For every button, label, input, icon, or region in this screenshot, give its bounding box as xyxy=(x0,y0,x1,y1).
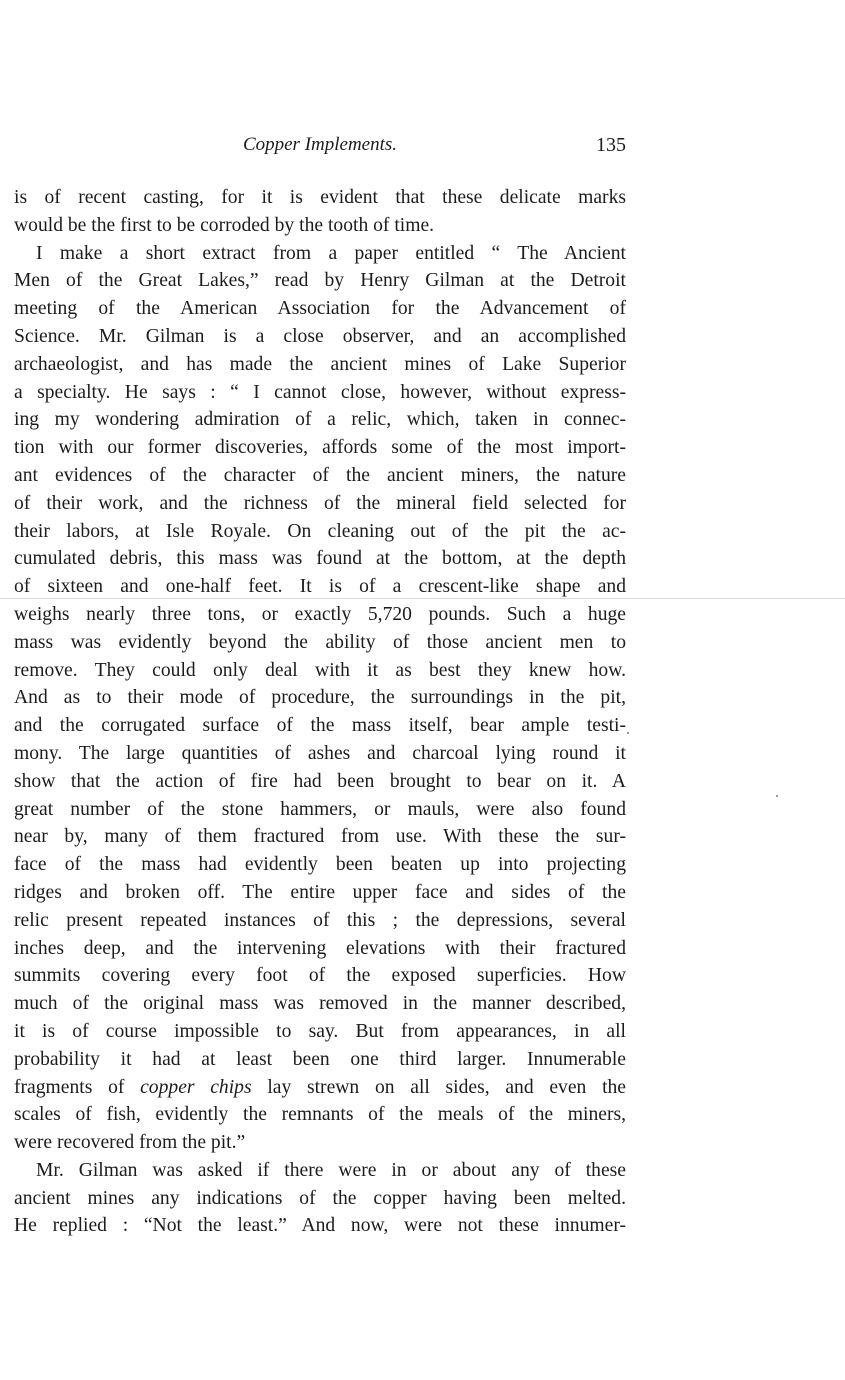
text-line: much of the original mass was removed in the manner described, xyxy=(14,993,626,1015)
text-line: mass was evidently beyond the ability of those ancient men to xyxy=(14,631,626,653)
text-line: and the corrugated surface of the mass itself, bear ample testi- xyxy=(14,715,626,737)
scan-speck xyxy=(627,732,629,734)
text-line: remove. They could only deal with it as best they knew how. xyxy=(14,659,626,681)
text-line: fragments of copper chips lay strewn on all sides, and even the xyxy=(14,1076,627,1098)
text-line: He replied : “Not the least.” And now, were not these innumer- xyxy=(14,1215,626,1237)
text-line: And as to their mode of procedure, the surroundings in the pit, xyxy=(14,687,626,709)
text-line: ant evidences of the character of the ancient miners, the nature xyxy=(14,464,626,486)
text-line: would be the first to be corroded by the tooth of time. xyxy=(14,214,435,236)
text-line: meeting of the American Association for the Advancement of xyxy=(14,298,626,320)
text-line: cumulated debris, this mass was found at the bottom, at the depth xyxy=(14,548,626,570)
text-line: ancient mines any indications of the copper having been melted. xyxy=(14,1187,626,1209)
text-line: I make a short extract from a paper entitled “ The Ancient xyxy=(36,242,626,264)
text-line: Science. Mr. Gilman is a close observer, and an accomplished xyxy=(14,325,626,347)
italic-phrase: copper chips xyxy=(140,1076,252,1098)
text-line: of sixteen and one-half feet. It is of a crescent-like shape and xyxy=(14,576,626,598)
text-line: it is of course impossible to say. But from appearances, in all xyxy=(14,1020,626,1042)
text-line: ing my wondering admiration of a relic, which, taken in connec- xyxy=(14,409,626,431)
paragraph-1 xyxy=(14,184,626,240)
text-line: near by, many of them fractured from use. With these the sur- xyxy=(14,826,626,848)
running-title: Copper Implements. xyxy=(242,134,398,155)
page-number: 135 xyxy=(596,134,626,156)
text-line: were recovered from the pit.” xyxy=(14,1132,246,1154)
text-line: summits covering every foot of the exposed superficies. How xyxy=(14,965,626,987)
text-line: scales of fish, evidently the remnants of the meals of the miners, xyxy=(14,1104,626,1126)
text-line: archaeologist, and has made the ancient mines of Lake Superior xyxy=(14,353,626,375)
scan-speck xyxy=(776,795,778,797)
text-line: mony. The large quantities of ashes and charcoal lying round it xyxy=(14,742,626,764)
text-line: tion with our former discoveries, affords some of the most import- xyxy=(14,437,626,459)
text-line: of their work, and the richness of the mineral field selected for xyxy=(14,492,626,514)
paragraph-3 xyxy=(14,1157,626,1240)
body-text xyxy=(14,184,626,1240)
text-line: show that the action of fire had been brought to bear on it. A xyxy=(14,770,626,792)
text-line: relic present repeated instances of this ; the depressions, several xyxy=(14,909,626,931)
text-line: great number of the stone hammers, or mauls, were also found xyxy=(14,798,626,820)
text-line: is of recent casting, for it is evident that these delicate marks xyxy=(14,187,626,208)
text-line: probability it had at least been one third larger. Innumerable xyxy=(14,1048,626,1070)
text-line: face of the mass had evidently been beaten up into projecting xyxy=(14,854,626,876)
text-line: ridges and broken off. The entire upper face and sides of the xyxy=(14,881,626,903)
text-line: inches deep, and the intervening elevations with their fractured xyxy=(14,937,626,959)
paragraph-2 xyxy=(14,240,626,1157)
text-line: their labors, at Isle Royale. On cleaning out of the pit the ac- xyxy=(14,520,626,542)
running-head xyxy=(14,132,626,158)
text-line: Men of the Great Lakes,” read by Henry Gilman at the Detroit xyxy=(14,270,626,292)
text-line: Mr. Gilman was asked if there were in or about any of these xyxy=(36,1159,626,1181)
text-line: weighs nearly three tons, or exactly 5,720 pounds. Such a huge xyxy=(14,603,626,625)
text-line: a specialty. He says : “ I cannot close, however, without express- xyxy=(14,381,626,403)
